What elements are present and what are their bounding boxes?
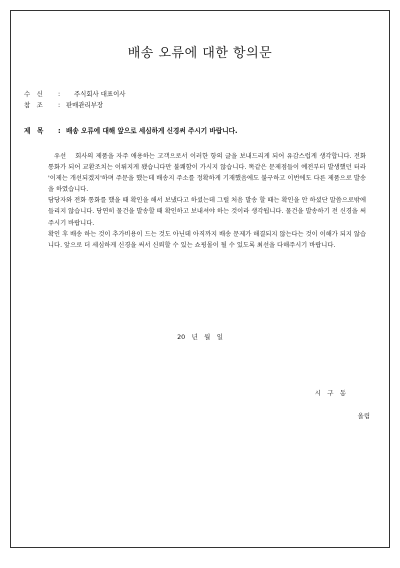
subject-colon: : [58,127,61,135]
reference-label: 참 조 [24,101,43,109]
recipient-colon: : [58,90,61,98]
recipient-row [24,89,125,98]
document-title: 배송 오류에 대한 항의문 [127,46,273,61]
reference-row [24,100,103,109]
body-paragraph: 확인 후 배송 하는 것이 추가비용이 드는 것도 아닌데 아직까지 배송 문제가 해결되지 않는다는 것이 이해가 되지 않습니다. 앞으로 더 세심하게 신경을 써서 신뢰할 수 있는 쇼핑몰이 될 수 있도록 최선을 다해주시기 바랍니다. [48,230,366,249]
signature-text: 올림 [357,412,370,420]
recipient-label: 수 신 [24,90,43,98]
letter-body [48,151,366,251]
signer-address: 시 구 동 [314,389,346,397]
subject-value: 배송 오류에 대해 앞으로 세심하게 신경써 주시기 바랍니다. [66,127,238,135]
body-paragraph: 담당자와 전화 통화를 했을 때 확인을 해서 보냈다고 하셨는데 그럴 처음 발송 할 때는 확인을 안 하셨단 말씀으로밖에 들리지 않습니다. 당연히 물건을 발송할 때 확인하고 보내셔야 하는 것이라 생각됩니다. 물건을 발송하기 전 신경을 써주시기 바랍니다. [48,197,366,227]
subject-row [24,125,237,135]
date-line: 20 년 월 일 [177,333,223,341]
body-paragraph: 우선 회사의 제품을 자주 애용하는 고객으로서 이러한 항의 글을 보내드리게 되어 유감스럽게 생각합니다. 전화 통화가 되어 교환조치는 이뤄지게 됐습니다만 불쾌함이 가시지 않습니다. 똑같은 문제점들이 예전부터 발생했던 터라 '이제는 개선되겠지'하며 주문을 했는데 배송지 주소를 정확하게 기재했음에도 불구하고 이번에도 다른 제품으로 발송을 하였습니다. [48,153,366,194]
subject-label: 제 목 [24,127,44,135]
reference-value: 판매관리부장 [66,101,104,109]
recipient-value: 주식회사 대표이사 [74,90,126,98]
reference-colon: : [58,101,61,109]
